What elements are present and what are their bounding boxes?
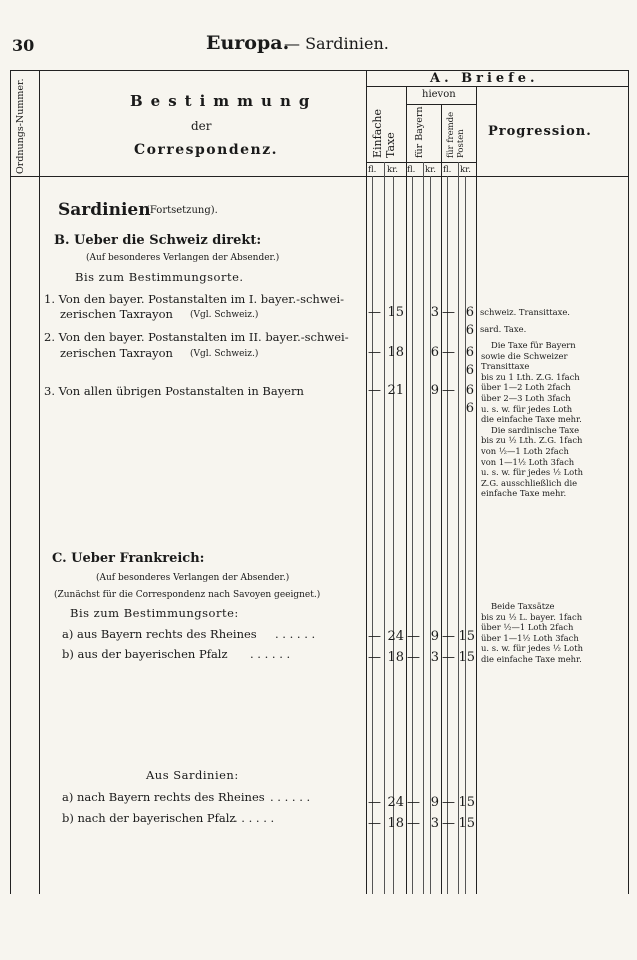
col-number-header: Ordnungs-Nummer. (15, 78, 26, 174)
section-briefe: A. Briefe. (430, 71, 539, 86)
note-line: Die sardinische Taxe (491, 424, 580, 435)
header-hievon: hievon (422, 89, 456, 100)
unit-fl: fl. (368, 165, 377, 175)
row1-line2: zerischen Taxrayon (60, 307, 173, 321)
rate-sa-bayern: 9 (430, 795, 439, 810)
header-correspondenz: Correspondenz. (134, 142, 279, 158)
dash: — (368, 383, 381, 398)
header-fremde-posten: für fremde Posten (446, 111, 466, 158)
rate-cb-einfach: 18 (387, 650, 404, 665)
note-transit: schweiz. Transittaxe. (480, 307, 570, 317)
note-line: sowie die Schweizer (481, 350, 568, 361)
heading-fortsetzung: (Fortsetzung). (146, 205, 218, 216)
rate-sb-fremde: 15 (458, 816, 475, 831)
rate-r3-einfach: 21 (387, 383, 404, 398)
row1-line1: 1. Von den bayer. Postanstalten im I. bayer.-schwei- (44, 292, 345, 306)
rate-extra: 6 (465, 323, 474, 338)
rate-ca-bayern: 9 (430, 629, 439, 644)
note-line: Z.G. ausschließlich die (481, 477, 578, 488)
note-line: Beide Taxsätze (491, 601, 555, 611)
section-c-sub: (Auf besonderes Verlangen der Absender.) (96, 573, 290, 583)
note-line: über ½—1 Loth 2fach (481, 622, 574, 633)
rate-ca-fremde: 15 (458, 629, 475, 644)
note-line: bis zu ½ Lth. Z.G. 1fach (481, 435, 583, 446)
rate-r2-einfach: 18 (387, 345, 404, 360)
section-b-bis: Bis zum Bestimmungsorte. (75, 270, 244, 284)
note-line: u. s. w. für jedes ½ Loth (481, 467, 583, 478)
header-progression: Progression. (488, 124, 592, 139)
page-title: Europa. (206, 32, 290, 54)
dash: — (442, 650, 455, 665)
section-b-title: B. Ueber die Schweiz direkt: (54, 233, 262, 248)
dash: — (442, 816, 455, 831)
dash: — (368, 629, 381, 644)
dash: — (368, 816, 381, 831)
note-progression-b (481, 340, 583, 499)
row2-line2: zerischen Taxrayon (60, 346, 173, 360)
note-line: von ½—1 Loth 2fach (481, 445, 569, 456)
dots: . . . . . . (250, 647, 291, 661)
dash: — (368, 305, 381, 320)
row2-ref: (Vgl. Schweiz.) (190, 349, 259, 359)
rate-cb-fremde: 15 (458, 650, 475, 665)
dash: — (407, 650, 420, 665)
rate-r3-bayern: 9 (430, 383, 439, 398)
rate-r2-bayern: 6 (430, 345, 439, 360)
dash: — (407, 629, 420, 644)
rate-r1-fremde: 6 (465, 305, 474, 320)
row1-ref: (Vgl. Schweiz.) (190, 310, 259, 320)
note-line: die einfache Taxe mehr. (481, 653, 582, 664)
page-subtitle: — Sardinien. (284, 34, 389, 53)
dots: . . . . . . (275, 627, 316, 641)
rate-extra: 6 (465, 363, 474, 378)
unit-kr: kr. (460, 165, 471, 175)
rate-sa-einfach: 24 (387, 795, 404, 810)
dash: — (442, 345, 455, 360)
heading-sardinien: Sardinien (58, 200, 151, 220)
dash: — (368, 345, 381, 360)
page-number: 30 (12, 36, 35, 55)
rate-r1-bayern: 3 (430, 305, 439, 320)
aus-sardinien: Aus Sardinien: (146, 768, 239, 782)
dots: . . . . . . (270, 790, 311, 804)
rate-r3-fremde: 6 (465, 383, 474, 398)
unit-kr: kr. (387, 165, 398, 175)
dash: — (407, 816, 420, 831)
note-line: bis zu 1 Lth. Z.G. 1fach (481, 371, 580, 382)
row-cb: b) aus der bayerischen Pfalz (62, 647, 228, 661)
section-c-title: C. Ueber Frankreich: (52, 551, 205, 566)
header-fuer-bayern: für Bayern (414, 106, 425, 158)
rate-sb-bayern: 3 (430, 816, 439, 831)
dash: — (368, 795, 381, 810)
note-line: über 2—3 Loth 3fach (481, 392, 571, 403)
unit-fl: fl. (443, 165, 452, 175)
note-progression-c (481, 601, 583, 665)
note-line: einfache Taxe mehr. (481, 488, 567, 499)
note-line: Die Taxe für Bayern (491, 340, 576, 350)
header-bestimmung: Bestimmung (130, 92, 318, 110)
row2-line1: 2. Von den bayer. Postanstalten im II. bayer.-schwei- (44, 330, 349, 344)
dots: . . . . . . (234, 811, 275, 825)
unit-fl: fl. (407, 165, 416, 175)
note-line: u. s. w. für jedes Loth (481, 403, 573, 414)
dash: — (442, 383, 455, 398)
note-line: bis zu ½ L. bayer. 1fach (481, 611, 583, 622)
unit-kr: kr. (425, 165, 436, 175)
dash: — (368, 650, 381, 665)
dash: — (442, 305, 455, 320)
rate-cb-bayern: 3 (430, 650, 439, 665)
dash: — (442, 629, 455, 644)
rate-r1-einfach: 15 (387, 305, 404, 320)
section-c-sub2: (Zunächst für die Correspondenz nach Savoyen geeignet.) (54, 590, 321, 600)
rate-ca-einfach: 24 (387, 629, 404, 644)
row3: 3. Von allen übrigen Postanstalten in Bayern (44, 384, 304, 398)
rate-sa-fremde: 15 (458, 795, 475, 810)
note-sard: sard. Taxe. (480, 324, 527, 334)
dash: — (442, 795, 455, 810)
rate-sb-einfach: 18 (387, 816, 404, 831)
note-line: über 1—1½ Loth 3fach (481, 632, 579, 643)
rate-r2-fremde: 6 (465, 345, 474, 360)
row-sa: a) nach Bayern rechts des Rheines (62, 790, 265, 804)
note-line: u. s. w. für jedes ½ Loth (481, 643, 583, 654)
section-c-bis: Bis zum Bestimmungsorte: (70, 606, 239, 620)
header-einfache-taxe: Einfache Taxe (371, 108, 397, 158)
section-b-sub: (Auf besonderes Verlangen der Absender.) (86, 253, 280, 263)
row-ca: a) aus Bayern rechts des Rheines (62, 627, 257, 641)
dash: — (407, 795, 420, 810)
note-line: Transittaxe (481, 361, 530, 372)
note-line: die einfache Taxe mehr. (481, 414, 582, 425)
row-sb: b) nach der bayerischen Pfalz (62, 811, 236, 825)
note-line: über 1—2 Loth 2fach (481, 382, 571, 393)
header-der: der (191, 119, 212, 133)
note-line: von 1—1½ Loth 3fach (481, 456, 575, 467)
rate-extra: 6 (465, 401, 474, 416)
